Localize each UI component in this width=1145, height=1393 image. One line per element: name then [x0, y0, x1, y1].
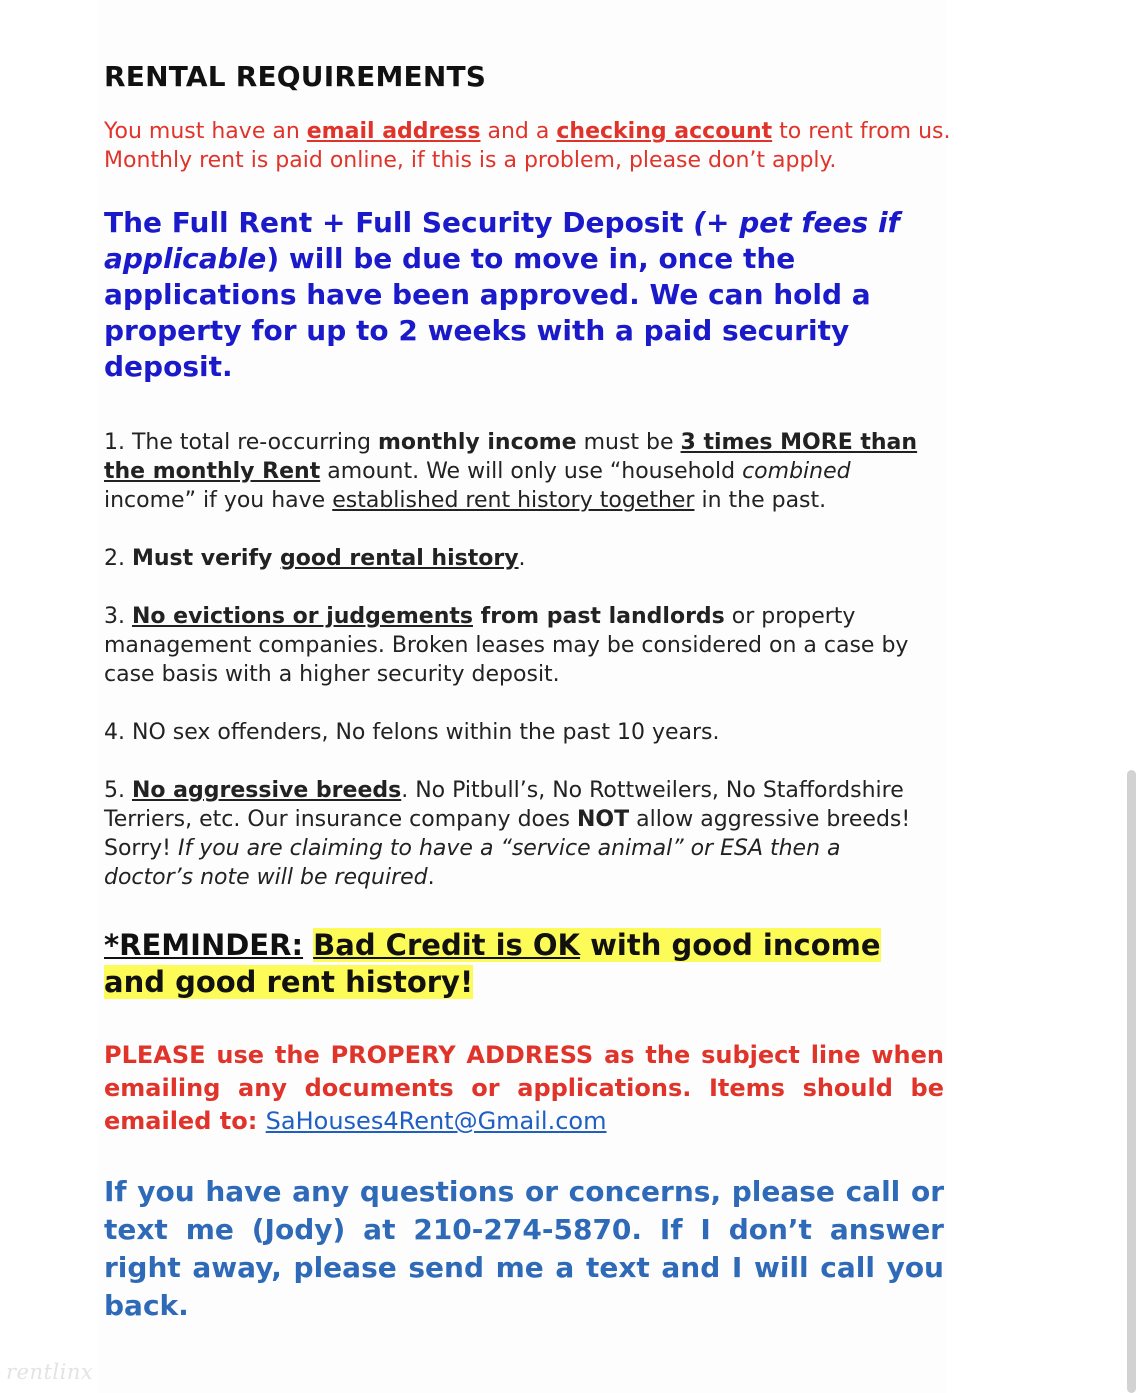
email-instructions-text: PLEASE use the PROPERY ADDRESS as the subject line when emailing any documents or applications. Items should be emailed to: — [104, 1041, 944, 1135]
intro-notice — [104, 117, 954, 175]
reminder-label: *REMINDER: — [104, 928, 304, 962]
document-body — [104, 60, 954, 1325]
deposit-text-1: The Full Rent + Full Security Deposit — [104, 206, 694, 239]
req1-monthly-income: monthly income — [377, 430, 577, 455]
req1-text-2: must be — [576, 430, 681, 455]
intro-text-3: to rent from us. — [772, 119, 951, 144]
req1-text-5: in the past. — [694, 488, 827, 513]
intro-line-2: Monthly rent is paid online, if this is a problem, please don’t apply. — [104, 148, 837, 173]
req5-not: NOT — [576, 807, 630, 832]
requirement-1-income — [104, 428, 934, 515]
contact-questions: If you have any questions or concerns, please call or text me (Jody) at 210-274-5870. If I don’t answer right away, please send me a text and I will call you back. — [104, 1175, 944, 1322]
req3-past-landlords: from past landlords — [472, 604, 725, 629]
email-instructions — [104, 1039, 944, 1138]
page-title: RENTAL REQUIREMENTS — [104, 60, 487, 93]
req2-number: 2. — [104, 546, 132, 571]
requirement-5-breeds — [104, 776, 934, 892]
email-address-requirement: email address — [306, 119, 481, 144]
checking-account-requirement: checking account — [556, 119, 773, 144]
req3-no-evictions: No evictions or judgements — [131, 604, 473, 629]
requirement-4-offenders: 4. NO sex offenders, No felons within the past 10 years. — [104, 720, 720, 745]
req1-text-1: 1. The total re-occurring — [104, 430, 378, 455]
deposit-text-2: ) will be due to move in, once the applications have been approved. We can hold a property for up to 2 weeks with a paid security deposit. — [104, 242, 871, 383]
intro-text-2: and a — [480, 119, 557, 144]
credit-reminder — [104, 927, 904, 1001]
req5-service-animal-note: If you are claiming to have a “service animal” or ESA then a doctor’s note will be required — [104, 836, 841, 890]
req5-no-aggressive-breeds: No aggressive breeds — [131, 778, 402, 803]
watermark-logo: rentlinx — [6, 1360, 94, 1384]
req1-text-4: income” if you have — [104, 488, 333, 513]
req3-number: 3. — [104, 604, 132, 629]
req5-text-1: . No Pitbull’s, No Rottweilers, No Staffordshire Terriers, etc. Our insurance company does — [104, 778, 904, 832]
req1-income-multiple: 3 times MORE than the monthly Rent — [104, 430, 918, 484]
req1-text-3: amount. We will only use “household — [320, 459, 743, 484]
contact-email-link[interactable]: SaHouses4Rent@Gmail.com — [265, 1107, 607, 1135]
req3-text: or property management companies. Broken leases may be considered on a case by case basis with a higher security deposit. — [104, 604, 909, 687]
requirement-3-evictions — [104, 602, 934, 689]
req2-good-rental-history: good rental history — [280, 546, 519, 571]
reminder-text: with good income and good rent history! — [104, 928, 881, 999]
deposit-notice — [104, 205, 934, 385]
req1-rent-history-together: established rent history together — [332, 488, 695, 513]
scrollbar-thumb[interactable] — [1127, 770, 1136, 1393]
pet-fees-note: (+ pet fees if applicable — [104, 206, 900, 275]
reminder-space — [303, 928, 313, 962]
req5-period: . — [427, 865, 435, 890]
bad-credit-ok: Bad Credit is OK — [313, 928, 581, 962]
req5-number: 5. — [104, 778, 132, 803]
requirement-2-rental-history — [104, 544, 934, 573]
req1-combined: combined — [742, 459, 851, 484]
req5-text-2: allow aggressive breeds! Sorry! — [104, 807, 911, 861]
req2-period: . — [518, 546, 526, 571]
req2-must-verify: Must verify — [131, 546, 281, 571]
intro-text-1: You must have an — [104, 119, 307, 144]
